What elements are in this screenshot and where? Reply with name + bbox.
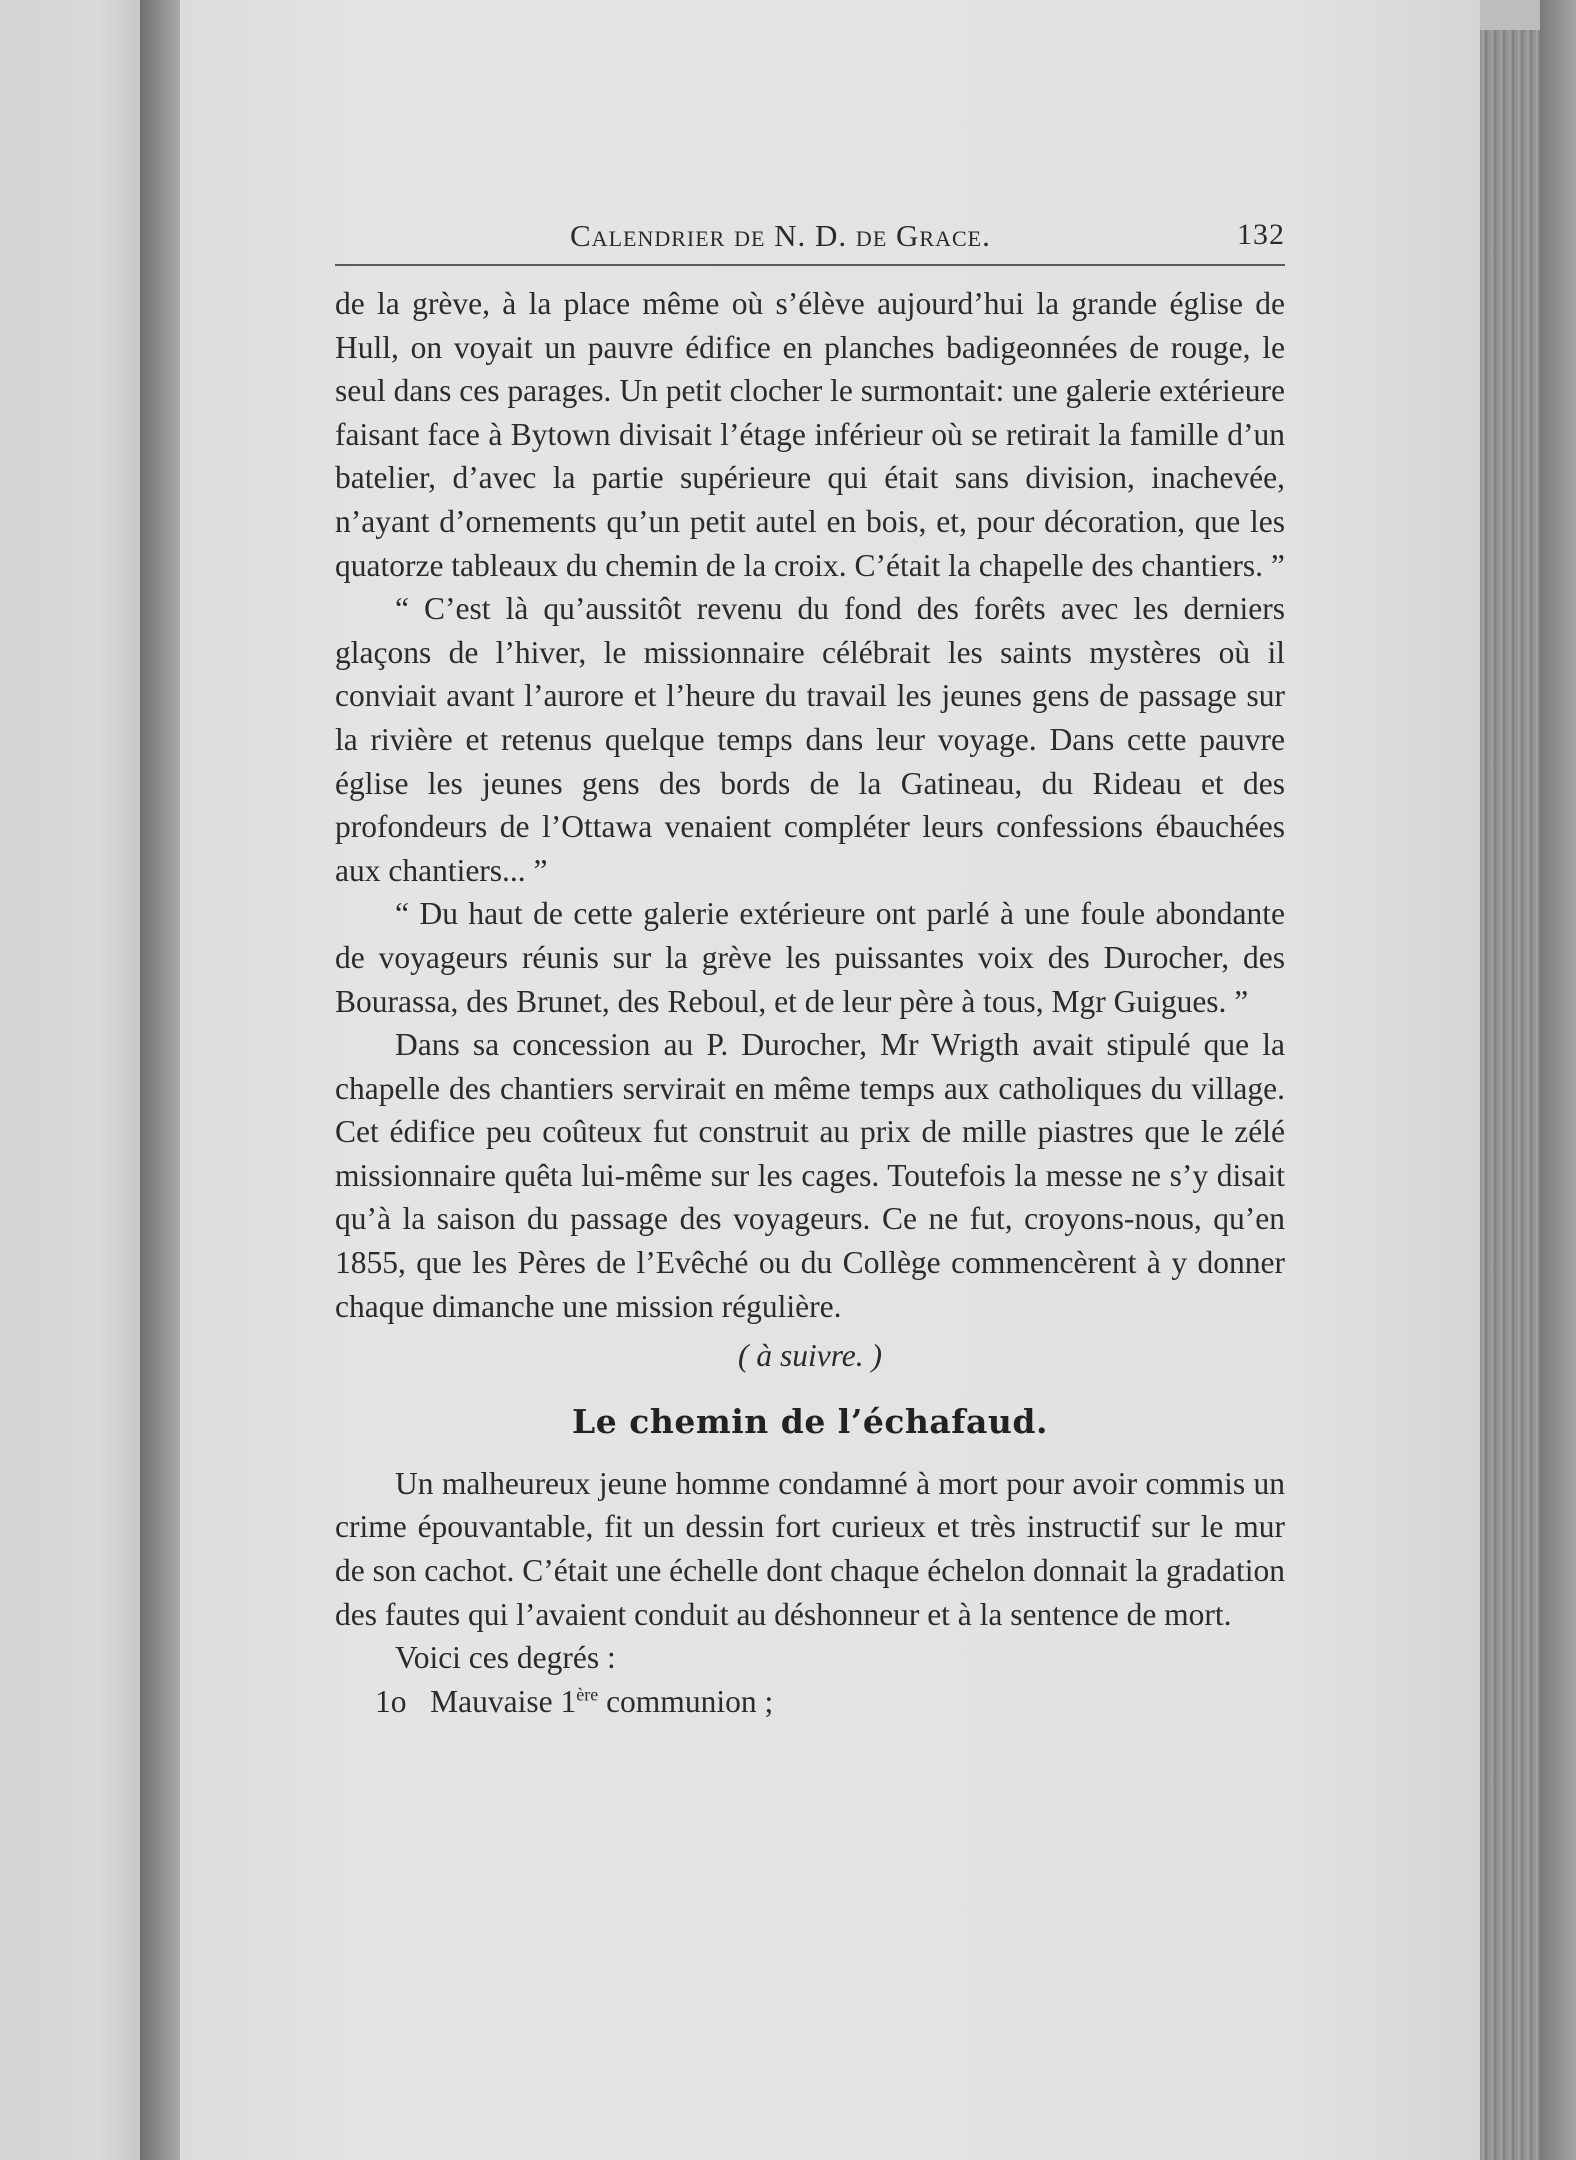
- facing-page: [0, 0, 140, 2160]
- page-edge: [1480, 30, 1540, 2160]
- paragraph: “ C’est là qu’aussitôt revenu du fond des forêts avec les derniers glaçons de l’hiver, le missionnaire célébrait les saints mystères où il conviait avant l’aurore et l’heure du travail les jeunes gens de passage sur la rivière et retenus quelque temps dans leur voyage. Dans cette pauvre église les jeunes gens des bords de la Gatineau, du Rideau et des profondeurs de l’Ottawa venaient compléter leurs confessions ébauchées aux chantiers... ”: [335, 591, 1285, 888]
- continuation-note: ( à suivre. ): [737, 1338, 883, 1374]
- running-head-title: Calendrier de N. D. de Grace.: [570, 218, 991, 253]
- paragraph: de la grève, à la place même où s’élève aujourd’hui la grande église de Hull, on voyait un pauvre édifice en planches badigeonnées de rouge, le seul dans ces parages. Un petit clocher le surmontait: une galerie extérieure faisant face à Bytown divisait l’étage inférieur où se retirait la famille d’un batelier, d’avec la partie supérieure qui était sans division, inachevée, n’ayant d’ornements qu’un petit autel en bois, et, pour décoration, que les quatorze tableaux du chemin de la croix. C’était la chapelle des chantiers. ”: [335, 286, 1285, 583]
- list-item-text-after: communion ;: [606, 1683, 774, 1719]
- paragraph: Voici ces degrés :: [395, 1640, 616, 1676]
- list-item-ordinal-sup: ère: [576, 1684, 599, 1705]
- paragraph: Dans sa concession au P. Durocher, Mr Wrigth avait stipulé que la chapelle des chantiers servirait en même temps aux catholiques du village. Cet édifice peu coûteux fut construit au prix de mille piastres que le zélé missionnaire quêta lui-même sur les cages. Toutefois la messe ne s’y disait qu’à la saison du passage des voyageurs. Ce ne fut, croyons-nous, qu’en 1855, que les Pères de l’Evêché ou du Collège commencèrent à y donner chaque dimanche une mission régulière.: [335, 1027, 1285, 1324]
- list-item-text: Mauvaise: [430, 1683, 553, 1719]
- outer-shadow: [1540, 0, 1576, 2160]
- page-number: 132: [1237, 218, 1285, 251]
- book-gutter: [140, 0, 180, 2160]
- list-item: [335, 1680, 1285, 1724]
- paragraph: Un malheureux jeune homme condamné à mort pour avoir commis un crime épouvantable, fit un dessin fort curieux et très instructif sur le mur de son cachot. C’était une échelle dont chaque échelon donnait la gradation des fautes qui l’avaient conduit au déshonneur et à la sentence de mort.: [335, 1465, 1285, 1632]
- header-rule: [335, 264, 1285, 266]
- list-item-ordinal: 1: [560, 1683, 577, 1719]
- section-heading: Le chemin de l’échafaud.: [572, 1402, 1048, 1442]
- paragraph: “ Du haut de cette galerie extérieure ont parlé à une foule abondante de voyageurs réunis sur la grève les puissantes voix des Durocher, des Bourassa, des Brunet, des Reboul, et de leur père à tous, Mgr Guigues. ”: [335, 896, 1285, 1019]
- list-item-number: 1o: [375, 1683, 407, 1719]
- body-text: [335, 282, 1285, 1723]
